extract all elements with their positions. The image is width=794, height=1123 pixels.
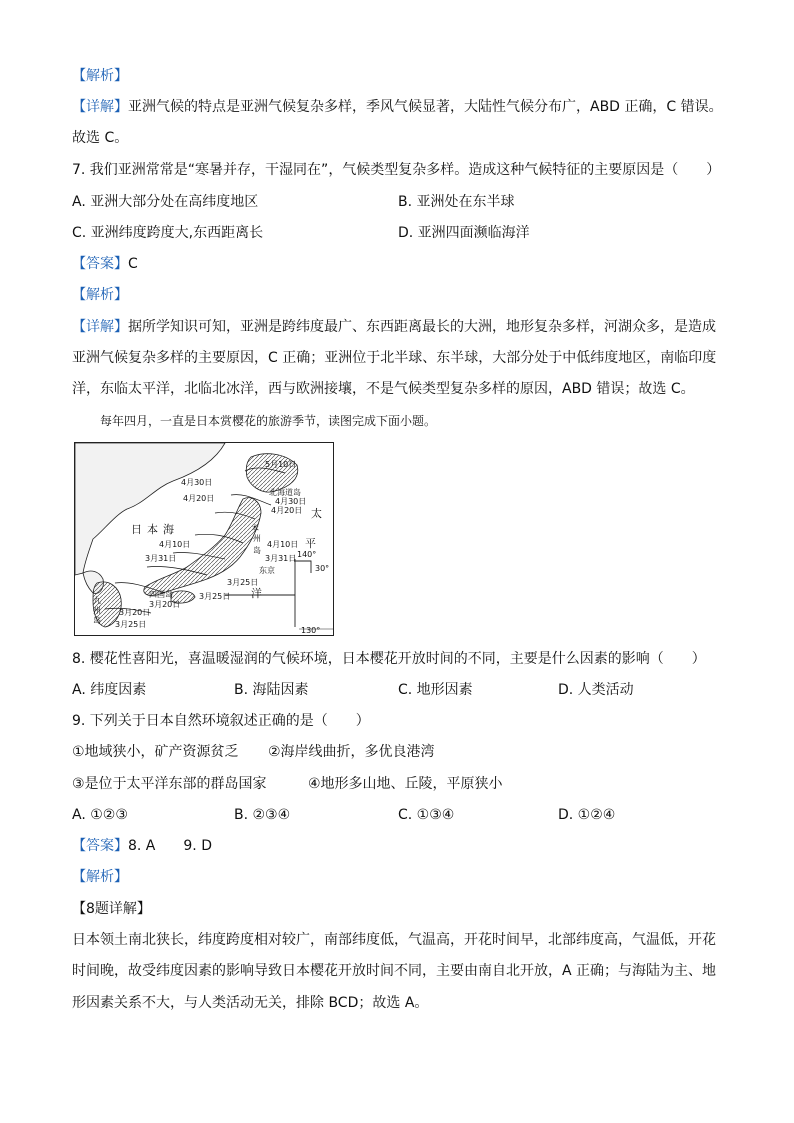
q6-detail-text: 亚洲气候的特点是亚洲气候复杂多样，季风气候显著，大陆性气候分布广，ABD 正确，C 错误。 [128, 99, 723, 115]
q9-statement-3: ③是位于太平洋东部的群岛国家 [72, 776, 267, 792]
q9-option-a: A. ①②③ [72, 807, 128, 823]
map-label: 4月10日 [267, 540, 299, 549]
q9-statement-4: ④地形多山地、丘陵，平原狭小 [308, 776, 503, 792]
answer-tag: 【答案】 [72, 838, 128, 854]
map-label: 本 [251, 524, 259, 533]
map-label: 岛 [253, 546, 261, 555]
map-label: 4月30日 [275, 497, 307, 506]
map-label: 3月31日 [265, 554, 297, 563]
map-label: 3月20日 [149, 600, 181, 609]
map-label: 3月25日 [199, 592, 231, 601]
japan-cherry-blossom-map [74, 442, 334, 636]
q7-option-d: D. 亚洲四面濒临海洋 [398, 225, 530, 241]
q8-detail-line-3: 形因素关系不大，与人类活动无关，排除 BCD；故选 A。 [72, 995, 429, 1011]
q7-detail-line-1 [72, 317, 716, 337]
q8-option-b: B. 海陆因素 [234, 682, 309, 698]
q7-option-a: A. 亚洲大部分处在高纬度地区 [72, 194, 259, 210]
map-label: 130° [301, 626, 321, 635]
q9-statement-1: ①地域狭小，矿产资源贫乏 [72, 744, 239, 760]
q9-option-b: B. ②③④ [234, 807, 291, 823]
q7-answer [72, 254, 138, 274]
q7-detail-line-2: 亚洲气候复杂多样的主要原因，C 正确；亚洲位于北半球、东半球，大部分处于中低纬度地区，南临印度 [72, 350, 717, 366]
q9-option-c: C. ①③④ [398, 807, 455, 823]
q9-option-d: D. ①②④ [558, 807, 616, 823]
map-label: 四国岛 [149, 590, 173, 599]
map-label: 九 [93, 596, 101, 605]
map-label: 4月20日 [271, 506, 303, 515]
map-label: 平 [305, 537, 316, 550]
q9-stem: 9. 下列关于日本自然环境叙述正确的是（ ） [72, 713, 370, 729]
map-label: 东京 [259, 566, 275, 575]
q9-statement-2: ②海岸线曲折，多优良港湾 [268, 744, 435, 760]
q7-answer-value: C [128, 256, 138, 272]
answer-tag: 【答案】 [72, 256, 128, 272]
map-label: 3月25日 [227, 578, 259, 587]
map-label: 3月25日 [115, 620, 147, 629]
q8-option-d: D. 人类活动 [558, 682, 634, 698]
q8-9-answer [72, 836, 212, 856]
map-label: 州 [253, 534, 261, 543]
q8-option-a: A. 纬度因素 [72, 682, 147, 698]
map-label: 3月20日 [119, 608, 151, 617]
q8-9-analysis-heading: 【解析】 [72, 869, 128, 885]
q8-stem: 8. 樱花性喜阳光，喜温暖湿润的气候环境，日本樱花开放时间的不同，主要是什么因素的影响（ ） [72, 651, 706, 667]
q8-detail-heading: 【8题详解】 [72, 901, 151, 917]
q7-analysis-heading: 【解析】 [72, 287, 128, 303]
map-label: 岛 [93, 616, 101, 625]
map-label: 30° [315, 564, 330, 573]
q7-detail-text: 据所学知识可知，亚洲是跨纬度最广、东西距离最长的大洲，地形复杂多样，河湖众多，是造成 [128, 319, 716, 335]
q8-detail-line-1: 日本领土南北狭长，纬度跨度相对较广，南部纬度低，气温高，开花时间早，北部纬度高，气温低，开花 [72, 932, 716, 948]
map-label: 3月31日 [145, 554, 177, 563]
map-label: 4月20日 [183, 494, 215, 503]
q7-option-c: C. 亚洲纬度跨度大,东西距离长 [72, 225, 264, 241]
map-label: 洋 [251, 587, 262, 600]
map-intro: 每年四月，一直是日本赏樱花的旅游季节，读图完成下面小题。 [100, 414, 437, 428]
q8-option-c: C. 地形因素 [398, 682, 473, 698]
detail-tag: 【详解】 [72, 319, 128, 335]
map-label: 日 [131, 523, 142, 536]
q6-detail-line-2: 故选 C。 [72, 130, 129, 146]
analysis-heading: 【解析】 [72, 68, 128, 84]
q8-9-answer-value: 8. A 9. D [128, 838, 212, 854]
q6-detail-line-1 [72, 97, 723, 117]
q7-stem: 7. 我们亚洲常常是“寒暑并存，干湿同在”，气候类型复杂多样。造成这种气候特征的主要原因是（ ） [72, 162, 721, 178]
map-label: 4月10日 [159, 540, 191, 549]
map-label: 太 [311, 507, 322, 520]
map-label: 北海道岛 [269, 488, 301, 497]
q8-detail-line-2: 时间晚，故受纬度因素的影响导致日本樱花开放时间不同，主要由南自北开放，A 正确；与海陆为主、地 [72, 963, 717, 979]
map-label: 5月10日 [265, 460, 297, 469]
map-label: 州 [93, 606, 101, 615]
map-label: 本 [147, 523, 158, 536]
detail-tag: 【详解】 [72, 99, 128, 115]
map-label: 140° [297, 550, 317, 559]
q7-detail-line-3: 洋，东临太平洋，北临北冰洋，西与欧洲接壤，不是气候类型复杂多样的原因，ABD 错误；故选 C。 [72, 381, 695, 397]
map-label: 4月30日 [181, 478, 213, 487]
map-label: 海 [163, 523, 174, 536]
q7-option-b: B. 亚洲处在东半球 [398, 194, 515, 210]
